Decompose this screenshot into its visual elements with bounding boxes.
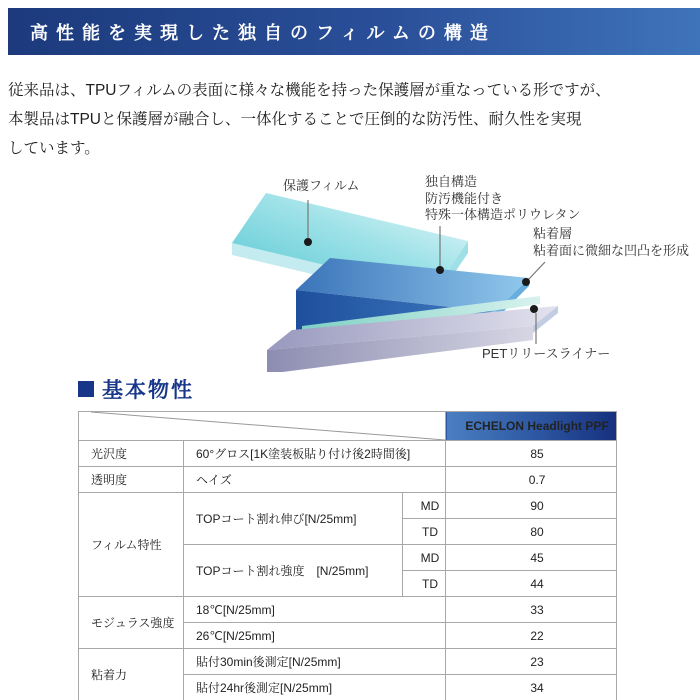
intro-line-2: 本製品はTPUと保護層が融合し、一体化することで圧倒的な防汚性、耐久性を実現: [8, 111, 582, 128]
property-item-cell: 26℃[N/25mm]: [184, 623, 446, 649]
direction-cell: TD: [403, 571, 446, 597]
value-cell: 22: [446, 623, 617, 649]
section-square-icon: [78, 381, 94, 397]
label-unique-structure: [425, 174, 580, 224]
value-cell: 34: [446, 675, 617, 700]
intro-paragraph: [8, 76, 668, 163]
label-adhesive-layer-line1: 粘着層: [533, 226, 573, 241]
label-protective-film: 保護フィルム: [283, 178, 360, 193]
value-cell: 0.7: [446, 467, 617, 493]
property-item-cell: TOPコート割れ伸び[N/25mm]: [184, 493, 403, 545]
label-unique-structure-line1: 独自構造: [425, 174, 478, 189]
direction-cell: MD: [403, 493, 446, 519]
value-cell: 45: [446, 545, 617, 571]
value-cell: 33: [446, 597, 617, 623]
property-category-cell: 光沢度: [79, 441, 184, 467]
film-layers-illustration: [0, 170, 700, 372]
property-category-cell: フィルム特性: [79, 493, 184, 597]
value-cell: 90: [446, 493, 617, 519]
value-cell: 80: [446, 519, 617, 545]
intro-line-1: 従来品は、TPUフィルムの表面に様々な機能を持った保護層が重なっている形ですが、: [8, 82, 611, 99]
property-item-cell: TOPコート割れ強度 [N/25mm]: [184, 545, 403, 597]
property-category-cell: 粘着力: [79, 649, 184, 700]
label-unique-structure-line3: 特殊一体構造ポリウレタン: [425, 207, 581, 222]
direction-cell: TD: [403, 519, 446, 545]
property-item-cell: ヘイズ: [184, 467, 446, 493]
property-item-cell: 貼付24hr後測定[N/25mm]: [184, 675, 446, 700]
basic-properties-table: [78, 411, 617, 700]
header-banner: [8, 8, 700, 55]
direction-cell: MD: [403, 545, 446, 571]
property-item-cell: 60°グロス[1K塗装板貼り付け後2時間後]: [184, 441, 446, 467]
label-adhesive-layer-line2: 粘着面に微細な凹凸を形成: [533, 242, 690, 258]
property-category-cell: 透明度: [79, 467, 184, 493]
label-unique-structure-line2: 防汚機能付き: [425, 190, 504, 206]
property-item-cell: 貼付30min後測定[N/25mm]: [184, 649, 446, 675]
label-pet-release-liner: PETリリースライナー: [482, 346, 611, 361]
film-structure-diagram: [0, 170, 700, 372]
diagonal-line: [91, 412, 445, 440]
property-item-cell: 18℃[N/25mm]: [184, 597, 446, 623]
value-cell: 85: [446, 441, 617, 467]
page-title: 高性能を実現した独自のフィルムの構造: [30, 22, 496, 43]
basic-properties-heading: [78, 374, 194, 404]
value-cell: 44: [446, 571, 617, 597]
label-adhesive-layer: [533, 226, 689, 259]
property-category-cell: モジュラス強度: [79, 597, 184, 649]
section-title: 基本物性: [102, 379, 194, 402]
intro-line-3: しています。: [8, 140, 100, 157]
value-cell: 23: [446, 649, 617, 675]
table-diagonal-header-cell: [79, 412, 446, 441]
product-column-header: ECHELON Headlight PPF: [446, 412, 617, 441]
